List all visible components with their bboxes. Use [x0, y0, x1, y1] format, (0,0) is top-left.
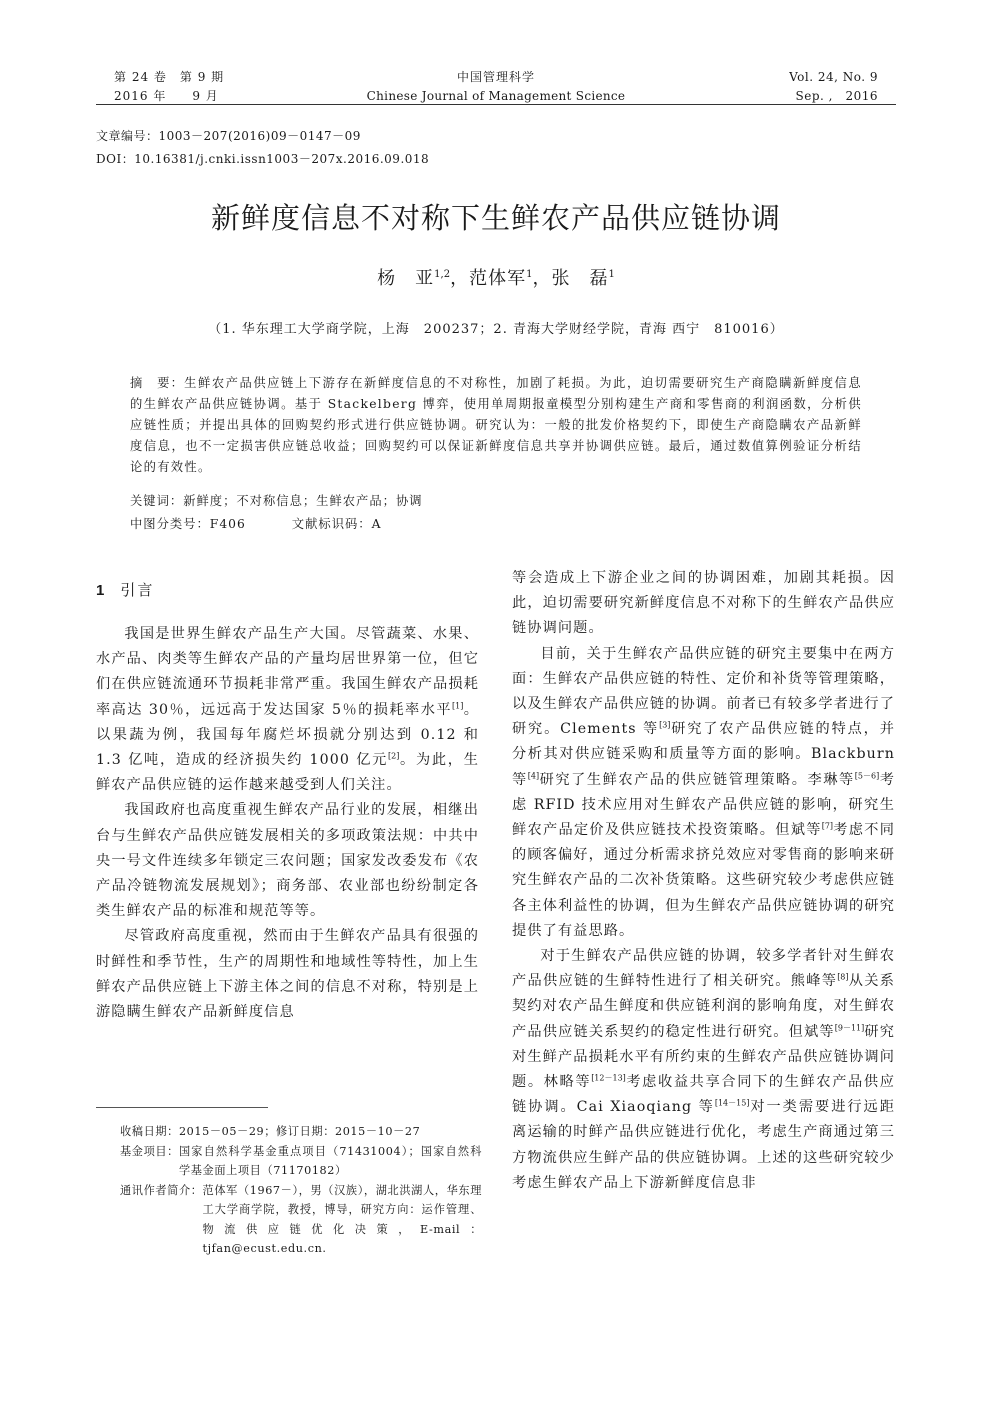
footnote-corresponding-author: 通讯作者简介： 范体军（1967－），男（汉族），湖北洪湖人，华东理工大学商学院，教授，博导，研究方向：运作管理、物流供应链优化决策，E-mail：tjfan@ecust.edu.cn. [120, 1183, 482, 1255]
right-column [512, 566, 895, 1196]
header-rule [96, 104, 896, 105]
paragraph-text: 研究对生鲜产品损耗水平有所约束的生鲜农产品供应链协调问题。林略等 [512, 1023, 896, 1091]
body-paragraph [96, 924, 479, 1025]
footnote-funding: 基金项目： 国家自然科学基金重点项目（71431004）；国家自然科学基金面上项目（71170182） [120, 1144, 482, 1177]
paragraph-text: 考虑收益共享合同下的生鲜农产品供应链协调。Cai Xiaoqiang 等 [512, 1074, 895, 1116]
citation-ref: [1] [452, 700, 464, 710]
citation-ref: [14－15] [714, 1098, 750, 1108]
section-number: 1 [96, 582, 107, 599]
author-affiliation-mark: 1 [526, 269, 533, 280]
body-paragraph [512, 566, 895, 642]
paragraph-text: 。以果蔬为例，我国每年腐烂坏损就分别达到 0.12 和 1.3 亿吨，造成的经济损失约 1000 亿元 [96, 701, 479, 769]
paragraph-text: 目前，关于生鲜农产品供应链的研究主要集中在两方面：生鲜农产品供应链的特性、定价和补货等管理策略，以及生鲜农产品供应链的协调。前者已有较多学者进行了研究。Clements 等 [512, 645, 895, 738]
body-paragraph [96, 798, 479, 924]
section-heading [96, 578, 154, 603]
keywords: 关键词：新鲜度；不对称信息；生鲜农产品；协调 [130, 494, 423, 508]
paragraph-text: 对一类需要进行远距离运输的时鲜产品供应链进行优化，考虑生产商通过第三方物流供应生鲜产品的供应链协调。上述的这些研究较少考虑生鲜农产品上下游新鲜度信息非 [512, 1099, 895, 1191]
paragraph-text: 等会造成上下游企业之间的协调困难，加剧其耗损。因此，迫切需要研究新鲜度信息不对称下的生鲜农产品供应链协调问题。 [512, 570, 895, 637]
header-volume-issue: 第 24 卷 第 9 期 [114, 70, 225, 84]
citation-ref: [12－13] [591, 1073, 626, 1083]
author-name: 张 磊 [551, 268, 609, 289]
left-column [96, 622, 479, 1025]
affiliations: （1. 华东理工大学商学院，上海 200237；2. 青海大学财经学院，青海 西宁 810016） [208, 322, 784, 337]
author-name: 杨 亚 [377, 268, 435, 289]
abstract-text: 生鲜农产品供应链上下游存在新鲜度信息的不对称性，加剧了耗损。为此，迫切需要研究生产商隐瞒新鲜度信息的生鲜农产品供应链协调。基于 Stackelberg 博弈，使用单周期报童模型分别构建生产商和零售商的利润函数，分析供应链性质；并提出具体的回购契约形式进行供应链协调。研究认为：一般的批发价格契约下，即使生产商隐瞒农产品新鲜度信息，也不一定损害供应链总收益；回购契约可以保证新鲜度信息共享并协调供应链。最后，通过数值算例验证分析结论的有效性。 [130, 376, 862, 474]
header-date-en: Sep. , 2016 [795, 89, 878, 103]
citation-ref: [8] [837, 972, 849, 982]
paragraph-text: 从关系契约对农产品生鲜度和供应链利润的影响角度，对生鲜农产品供应链关系契约的稳定性进行研究。但斌等 [512, 973, 895, 1040]
paragraph-text: 研究了农产品供应链的特点，并分析其对供应链采购和质量等方面的影响。Blackburn 等 [512, 721, 895, 788]
footnotes [96, 1122, 482, 1259]
paragraph-text: 考虑 RFID 技术应用对生鲜农产品供应链的影响，研究生鲜农产品定价及供应链技术投资策略。但斌等 [512, 771, 895, 839]
author-name: 范体军 [469, 268, 527, 289]
document-code: 文献标识码：A [291, 517, 382, 531]
body-paragraph [512, 642, 895, 944]
journal-name-cn: 中国管理科学 [456, 70, 535, 84]
section-title: 引言 [120, 581, 155, 599]
paragraph-text: 。为此，生鲜农产品供应链的运作越来越受到人们关注。 [96, 752, 479, 794]
paragraph-text: 尽管政府高度重视，然而由于生鲜农产品具有很强的时鲜性和季节性，生产的周期性和地域性等特性，加上生鲜农产品供应链上下游主体之间的信息不对称，特别是上游隐瞒生鲜农产品新鲜度信息 [96, 928, 479, 1021]
header-volume-issue-en: Vol. 24, No. 9 [789, 70, 878, 84]
citation-ref: [7] [821, 821, 834, 831]
doi: DOI：10.16381/j.cnki.issn1003－207x.2016.09.018 [96, 152, 430, 166]
author-separator: ， [450, 268, 470, 289]
paragraph-text: 研究了生鲜农产品的供应链管理策略。李琳等 [539, 771, 855, 788]
classification-number: 中图分类号：F406 [130, 517, 246, 531]
citation-ref: [5－6] [854, 770, 880, 780]
footnote-rule [96, 1107, 268, 1108]
author-separator: ， [532, 268, 552, 289]
paragraph-text: 考虑不同的顾客偏好，通过分析需求挤兑效应对零售商的影响来研究生鲜农产品的二次补货策略。这些研究较少考虑供应链各主体利益性的协调，但为生鲜农产品供应链协调的研究提供了有益思路。 [512, 822, 895, 939]
citation-ref: [9－11] [834, 1022, 865, 1032]
citation-ref: [3] [659, 720, 671, 730]
author-affiliation-mark: 1 [608, 269, 615, 280]
paragraph-text: 对于生鲜农产品供应链的协调，较多学者针对生鲜农产品供应链的生鲜特性进行了相关研究。熊峰等 [512, 948, 895, 990]
article-number: 文章编号：1003－207(2016)09－0147－09 [96, 129, 361, 143]
author-affiliation-mark: 1,2 [434, 269, 451, 280]
paragraph-text: 我国是世界生鲜农产品生产大国。尽管蔬菜、水果、水产品、肉类等生鲜农产品的产量均居世界第一位，但它们在供应链流通环节损耗非常严重。我国生鲜农产品损耗率高达 30％，远远高于发达国家 5％的损耗率水平 [96, 626, 479, 718]
abstract-label: 摘 要： [130, 376, 185, 390]
body-paragraph [512, 944, 895, 1196]
citation-ref: [2] [388, 751, 400, 761]
author-list [0, 266, 992, 292]
footnote-received: 收稿日期： 2015－05－29；修订日期：2015－10－27 [120, 1125, 421, 1138]
citation-ref: [4] [527, 770, 540, 780]
classification-line [130, 515, 862, 533]
journal-name-en: Chinese Journal of Management Science [366, 89, 626, 103]
paper-title: 新鲜度信息不对称下生鲜农产品供应链协调 [210, 201, 781, 235]
header-year-month: 2016 年 9 月 [114, 89, 219, 103]
body-paragraph [96, 622, 479, 798]
abstract [130, 373, 862, 478]
paragraph-text: 我国政府也高度重视生鲜农产品行业的发展，相继出台与生鲜农产品供应链发展相关的多项政策法规：中共中央一号文件连续多年锁定三农问题；国家发改委发布《农产品冷链物流发展规划》；商务部、农业部也纷纷制定各类生鲜农产品的标准和规范等等。 [96, 802, 479, 920]
